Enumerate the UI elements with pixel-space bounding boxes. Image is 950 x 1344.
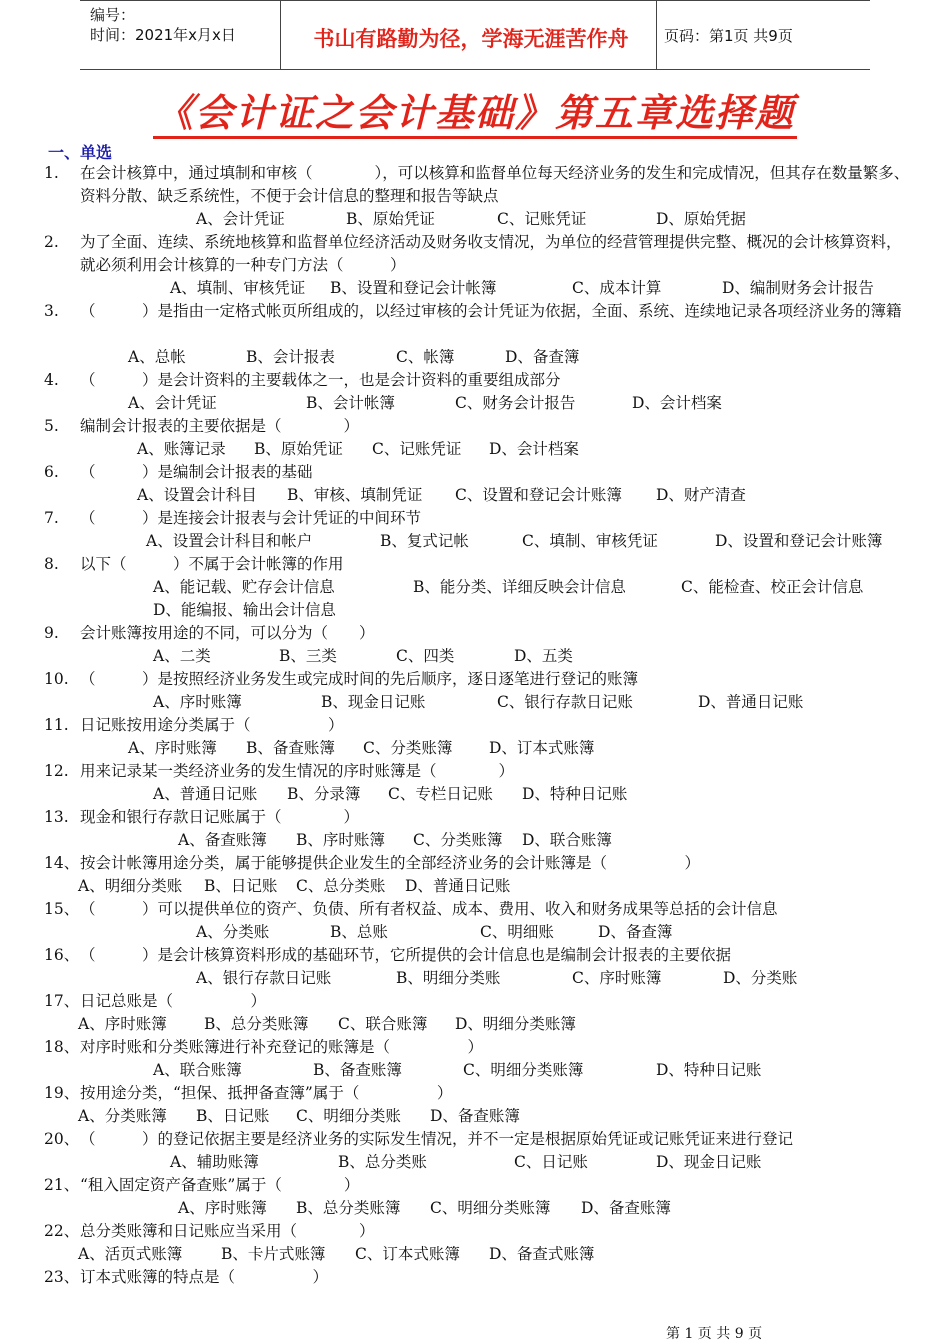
option-c: C、分类账簿	[413, 831, 503, 849]
option-a: A、序时账簿	[178, 1199, 267, 1217]
option-d: D、五类	[514, 647, 573, 665]
option-b: B、日记账	[196, 1107, 270, 1125]
option-b: B、审核、填制凭证	[287, 486, 423, 504]
option-a: A、明细分类账	[78, 877, 183, 895]
option-b: B、三类	[279, 647, 337, 665]
option-c: C、银行存款日记账	[497, 693, 633, 711]
question-text: （ ）可以提供单位的资产、负债、所有者权益、成本、费用、收入和财务成果等总括的会计信息	[80, 900, 778, 918]
option-d: D、备查簿	[598, 923, 673, 941]
option-b: B、卡片式账簿	[221, 1245, 326, 1263]
option-c: C、成本计算	[572, 279, 662, 297]
option-a: A、设置会计科目	[137, 486, 257, 504]
option-b: B、备查账簿	[313, 1061, 402, 1079]
question-number: 23、	[44, 1268, 80, 1286]
option-d: D、能编报、输出会计信息	[153, 601, 336, 619]
document-title-wrap	[0, 90, 950, 139]
question-number: 4.	[44, 371, 59, 389]
question-21	[44, 1174, 914, 1197]
question-number: 9.	[44, 624, 59, 642]
option-d: D、原始凭据	[656, 210, 746, 228]
option-c: C、四类	[396, 647, 455, 665]
header-meta	[90, 5, 236, 45]
question-16	[44, 944, 914, 967]
option-b: B、明细分类账	[396, 969, 501, 987]
option-b: B、总分类账簿	[296, 1199, 401, 1217]
option-a: A、二类	[153, 647, 211, 665]
option-c: C、序时账簿	[572, 969, 662, 987]
option-b: B、总分类账簿	[204, 1015, 309, 1033]
question-number: 21、	[44, 1176, 80, 1194]
question-15	[44, 898, 914, 921]
option-c: C、总分类账	[296, 877, 386, 895]
question-text: （ ）是连接会计报表与会计凭证的中间环节	[80, 509, 422, 527]
question-number: 2.	[44, 233, 59, 251]
option-a: A、分类账簿	[78, 1107, 167, 1125]
option-c: C、分类账簿	[363, 739, 453, 757]
question-22	[44, 1220, 914, 1243]
option-a: A、分类账	[196, 923, 270, 941]
question-text: 订本式账簿的特点是（ ）	[80, 1268, 329, 1286]
option-c: C、日记账	[514, 1153, 588, 1171]
option-b: B、分录簿	[287, 785, 361, 803]
question-text: 为了全面、连续、系统地核算和监督单位经济活动及财务收支情况，为单位的经营管理提供完整、概况的会计核算资料，就必须利用会计核算的一种专门方法（ ）	[80, 233, 902, 274]
question-number: 14、	[44, 854, 80, 872]
question-text: （ ）是按照经济业务发生或完成时间的先后顺序，逐日逐笔进行登记的账簿	[80, 670, 639, 688]
header-page-info: 页码：第1页 共9页	[664, 27, 793, 45]
option-c: C、专栏日记账	[388, 785, 493, 803]
question-23	[44, 1266, 914, 1289]
question-text: （ ）是编制会计报表的基础	[80, 463, 313, 481]
question-number: 7.	[44, 509, 59, 527]
question-text: 日记总账是（ ）	[80, 992, 267, 1010]
option-a: A、辅助账簿	[170, 1153, 259, 1171]
question-text: 按用途分类，“担保、抵押备查簿”属于（ ）	[80, 1084, 453, 1102]
option-a: A、普通日记账	[153, 785, 258, 803]
option-c: C、填制、审核凭证	[522, 532, 658, 550]
option-d: D、订本式账簿	[489, 739, 595, 757]
question-number: 17、	[44, 992, 80, 1010]
option-d: D、会计档案	[632, 394, 722, 412]
question-8	[44, 553, 914, 576]
question-13	[44, 806, 914, 829]
question-11	[44, 714, 914, 737]
question-number: 19、	[44, 1084, 80, 1102]
question-text: 编制会计报表的主要依据是（ ）	[80, 417, 360, 435]
option-c: C、财务会计报告	[455, 394, 576, 412]
page-footer: 第 1 页 共 9 页	[666, 1326, 763, 1342]
question-text: 现金和银行存款日记账属于（ ）	[80, 808, 360, 826]
header-divider	[280, 1, 281, 69]
option-d: D、备查账簿	[581, 1199, 671, 1217]
question-5	[44, 415, 914, 438]
question-6	[44, 461, 914, 484]
option-b: B、原始凭证	[346, 210, 435, 228]
option-d: D、分类账	[723, 969, 798, 987]
option-d: D、设置和登记会计账簿	[715, 532, 883, 550]
question-2	[44, 231, 914, 277]
question-number: 16、	[44, 946, 80, 964]
option-d: D、明细分类账簿	[455, 1015, 576, 1033]
question-text: 在会计核算中，通过填制和审核（ ），可以核算和监督单位每天经济业务的发生和完成情况，但其存在数量繁多、资料分散、缺乏系统性，不便于会计信息的整理和报告等缺点	[80, 164, 910, 205]
question-number: 8.	[44, 555, 59, 573]
option-c: C、明细分类账	[296, 1107, 401, 1125]
question-number: 18、	[44, 1038, 80, 1056]
question-7	[44, 507, 914, 530]
option-a: A、备查账簿	[178, 831, 267, 849]
question-text: 按会计帐簿用途分类，属于能够提供企业发生的全部经济业务的会计账簿是（ ）	[80, 854, 701, 872]
question-4	[44, 369, 914, 392]
option-b: B、原始凭证	[254, 440, 343, 458]
question-number: 3.	[44, 302, 59, 320]
question-9	[44, 622, 914, 645]
question-text: 会计账簿按用途的不同，可以分为（ ）	[80, 624, 375, 642]
question-number: 20、	[44, 1130, 80, 1148]
option-d: D、备查式账簿	[489, 1245, 595, 1263]
option-c: C、能检查、校正会计信息	[681, 578, 864, 596]
option-a: A、总帐	[128, 348, 186, 366]
option-b: B、总账	[330, 923, 388, 941]
question-text: 总分类账簿和日记账应当采用（ ）	[80, 1222, 375, 1240]
option-a: A、银行存款日记账	[196, 969, 332, 987]
number-label: 编号：	[90, 6, 136, 24]
section-heading: 一、单选	[48, 143, 113, 162]
option-b: B、会计报表	[246, 348, 335, 366]
option-b: B、现金日记账	[321, 693, 426, 711]
option-a: A、会计凭证	[196, 210, 285, 228]
option-d: D、会计档案	[489, 440, 579, 458]
option-b: B、日记账	[204, 877, 278, 895]
option-d: D、备查账簿	[430, 1107, 520, 1125]
question-10	[44, 668, 914, 691]
question-text: （ ）是指由一定格式帐页所组成的，以经过审核的会计凭证为依据，全面、系统、连续地记录各项经济业务的簿籍	[80, 302, 902, 320]
question-number: 12.	[44, 762, 69, 780]
document-title: 《会计证之会计基础》第五章选择题	[153, 90, 797, 139]
question-3	[44, 300, 914, 323]
option-c: C、设置和登记会计账簿	[455, 486, 622, 504]
option-c: C、明细账	[480, 923, 554, 941]
question-text: 日记账按用途分类属于（ ）	[80, 716, 344, 734]
question-12	[44, 760, 914, 783]
question-14	[44, 852, 914, 875]
question-19	[44, 1082, 914, 1105]
question-number: 15、	[44, 900, 80, 918]
question-20	[44, 1128, 914, 1151]
option-b: B、总分类账	[338, 1153, 427, 1171]
option-c: C、明细分类账簿	[463, 1061, 584, 1079]
question-17	[44, 990, 914, 1013]
option-a: A、序时账簿	[78, 1015, 167, 1033]
question-number: 22、	[44, 1222, 80, 1240]
question-number: 13.	[44, 808, 69, 826]
question-number: 6.	[44, 463, 59, 481]
option-c: C、明细分类账簿	[430, 1199, 551, 1217]
question-18	[44, 1036, 914, 1059]
header-divider	[656, 1, 657, 69]
option-d: D、编制财务会计报告	[722, 279, 874, 297]
option-a: A、能记载、贮存会计信息	[153, 578, 335, 596]
question-number: 5.	[44, 417, 59, 435]
option-b: B、设置和登记会计帐簿	[330, 279, 497, 297]
option-c: C、记账凭证	[497, 210, 587, 228]
option-b: B、能分类、详细反映会计信息	[413, 578, 626, 596]
option-b: B、复式记帐	[380, 532, 469, 550]
header-motto: 书山有路勤为径，学海无涯苦作舟	[313, 27, 629, 51]
option-d: D、普通日记账	[698, 693, 804, 711]
question-text: 对序时账和分类账簿进行补充登记的账簿是（ ）	[80, 1038, 484, 1056]
option-c: C、联合账簿	[338, 1015, 428, 1033]
question-text: （ ）是会计核算资料形成的基础环节，它所提供的会计信息也是编制会计报表的主要依据	[80, 946, 732, 964]
option-a: A、设置会计科目和帐户	[146, 532, 313, 550]
option-d: D、现金日记账	[656, 1153, 762, 1171]
option-a: A、序时账簿	[128, 739, 217, 757]
question-1	[44, 162, 914, 208]
question-text: （ ）是会计资料的主要载体之一，也是会计资料的重要组成部分	[80, 371, 561, 389]
question-text: 用来记录某一类经济业务的发生情况的序时账簿是（ ）	[80, 762, 515, 780]
option-d: D、特种日记账	[656, 1061, 762, 1079]
option-b: B、序时账簿	[296, 831, 385, 849]
question-text: “租入固定资产备查账”属于（ ）	[80, 1176, 360, 1194]
question-text: 以下（ ）不属于会计帐簿的作用	[80, 555, 344, 573]
question-text: （ ）的登记依据主要是经济业务的实际发生情况，并不一定是根据原始凭证或记账凭证来进行登记	[80, 1130, 794, 1148]
option-b: B、备查账簿	[246, 739, 335, 757]
option-a: A、活页式账簿	[78, 1245, 183, 1263]
option-d: D、特种日记账	[522, 785, 628, 803]
option-a: A、填制、审核凭证	[170, 279, 306, 297]
option-b: B、会计帐簿	[306, 394, 395, 412]
option-c: C、帐簿	[396, 348, 455, 366]
page-header	[80, 0, 870, 70]
question-number: 11.	[44, 716, 69, 734]
question-number: 10.	[44, 670, 69, 688]
option-d: D、联合账簿	[522, 831, 612, 849]
option-a: A、会计凭证	[128, 394, 217, 412]
question-number: 1.	[44, 164, 59, 182]
option-d: D、普通日记账	[405, 877, 511, 895]
option-a: A、序时账簿	[153, 693, 242, 711]
option-a: A、账簿记录	[137, 440, 226, 458]
option-a: A、联合账簿	[153, 1061, 242, 1079]
option-d: D、财产清查	[656, 486, 746, 504]
option-c: C、订本式账簿	[355, 1245, 460, 1263]
option-d: D、备查簿	[505, 348, 580, 366]
option-c: C、记账凭证	[372, 440, 462, 458]
time-label: 时间：2021年x月x日	[90, 26, 236, 44]
